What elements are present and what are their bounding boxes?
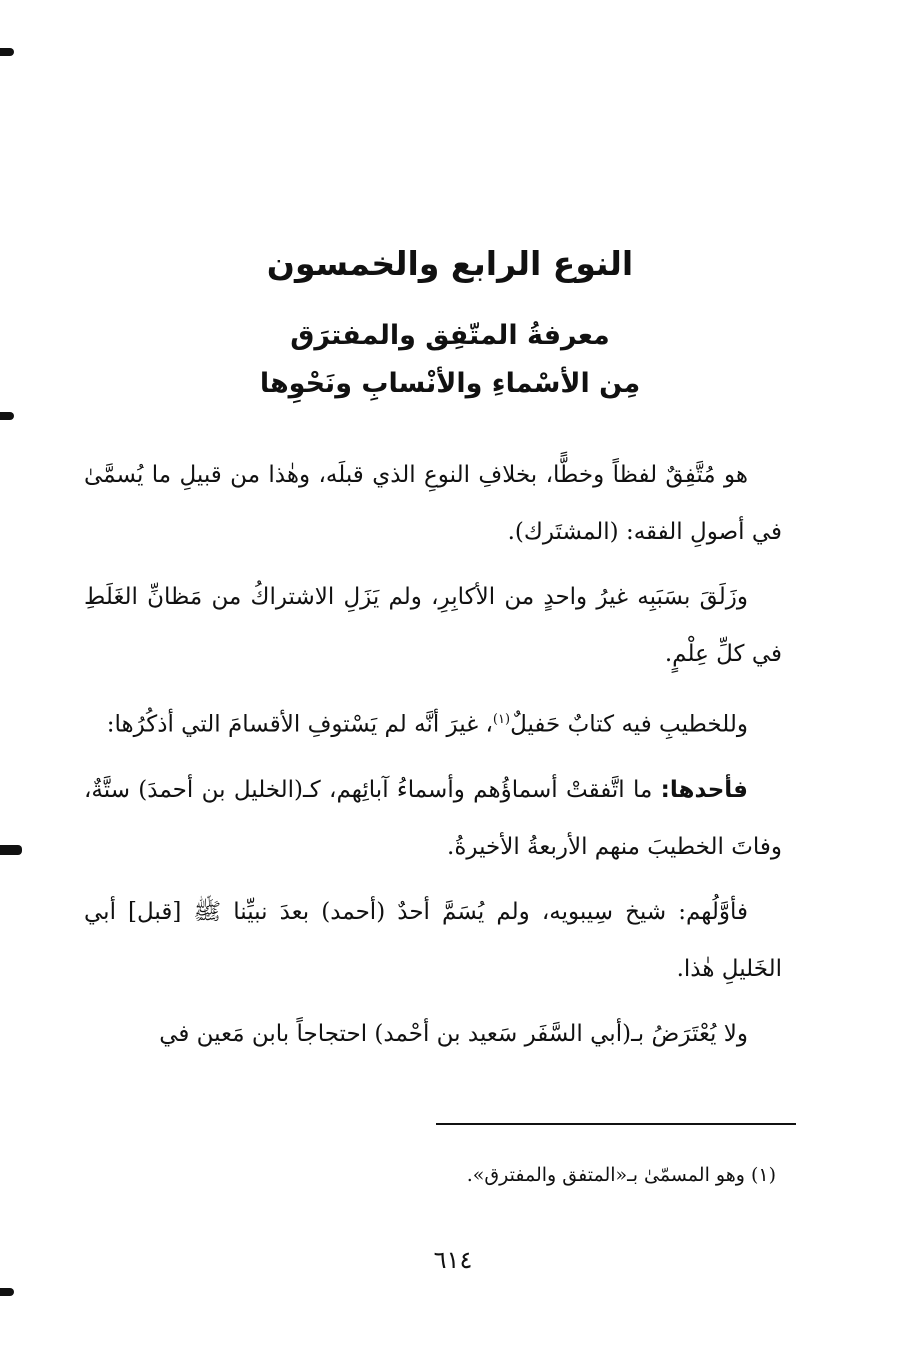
page-number: ٦١٤ [433, 1246, 473, 1274]
paragraph-4-text: ما اتَّفقتْ أسماؤُهم وأسماءُ آبائِهم، كـ(الخليل بن أحمدَ) ستَّةٌ، وفاتَ الخطيبَ منهم الأربعةُ الأخيرةُ. [84, 776, 782, 860]
footnote-divider [436, 1123, 796, 1125]
scan-margin-mark [0, 845, 22, 855]
paragraph-6: ولا يُعْتَرَضُ بـ(أبي السَّفَر سَعيد بن أحْمد) احتجاجاً بابن مَعين في [159, 1020, 748, 1047]
scan-margin-mark [0, 412, 14, 420]
chapter-title: النوع الرابع والخمسون [266, 244, 634, 283]
paragraph-2: وزَلَقَ بسَبَبِه غيرُ واحدٍ من الأكابِرِ، ولم يَزَلِ الاشتراكُ من مَظانِّ الغَلَطِ في كلِّ عِلْمٍ. [84, 584, 782, 667]
paragraph-3-text-a: وللخطيبِ فيه كتابٌ حَفيلٌ [510, 711, 748, 738]
footnote: (١) وهو المسمّىٰ بـ«المتفق والمفترق». [466, 1164, 776, 1186]
paragraph-3-text-b: ، غيرَ أنَّه لم يَسْتوفِ الأقسامَ التي أذكُرُها: [106, 711, 493, 738]
paragraph-5: فأوَّلُهم: شيخ سِيبويه، ولم يُسَمَّ أحدٌ (أحمد) بعدَ نبيِّنا ﷺ [قبل] أبي الخَليلِ هٰذا. [84, 898, 782, 982]
paragraph-1: هو مُتَّفِقٌ لفظاً وخطًّا، بخلافِ النوعِ الذي قبلَه، وهٰذا من قبيلِ ما يُسمَّىٰ في أصولِ الفقه: (المشتَرك). [84, 462, 782, 545]
paragraph-4 [84, 762, 782, 876]
scan-margin-mark [0, 48, 14, 56]
chapter-subtitle-line-1: معرفةُ المتّفِق والمفترَق [290, 320, 610, 351]
chapter-subtitle-line-2: مِن الأسْماءِ والأنْسابِ ونَحْوِها [259, 368, 641, 399]
paragraph-4-lead: فأحدها: [660, 776, 748, 803]
footnote-reference[interactable]: (١) [492, 712, 511, 727]
scan-margin-mark [0, 1288, 14, 1296]
paragraph-3 [84, 691, 782, 754]
main-text [84, 447, 782, 1071]
